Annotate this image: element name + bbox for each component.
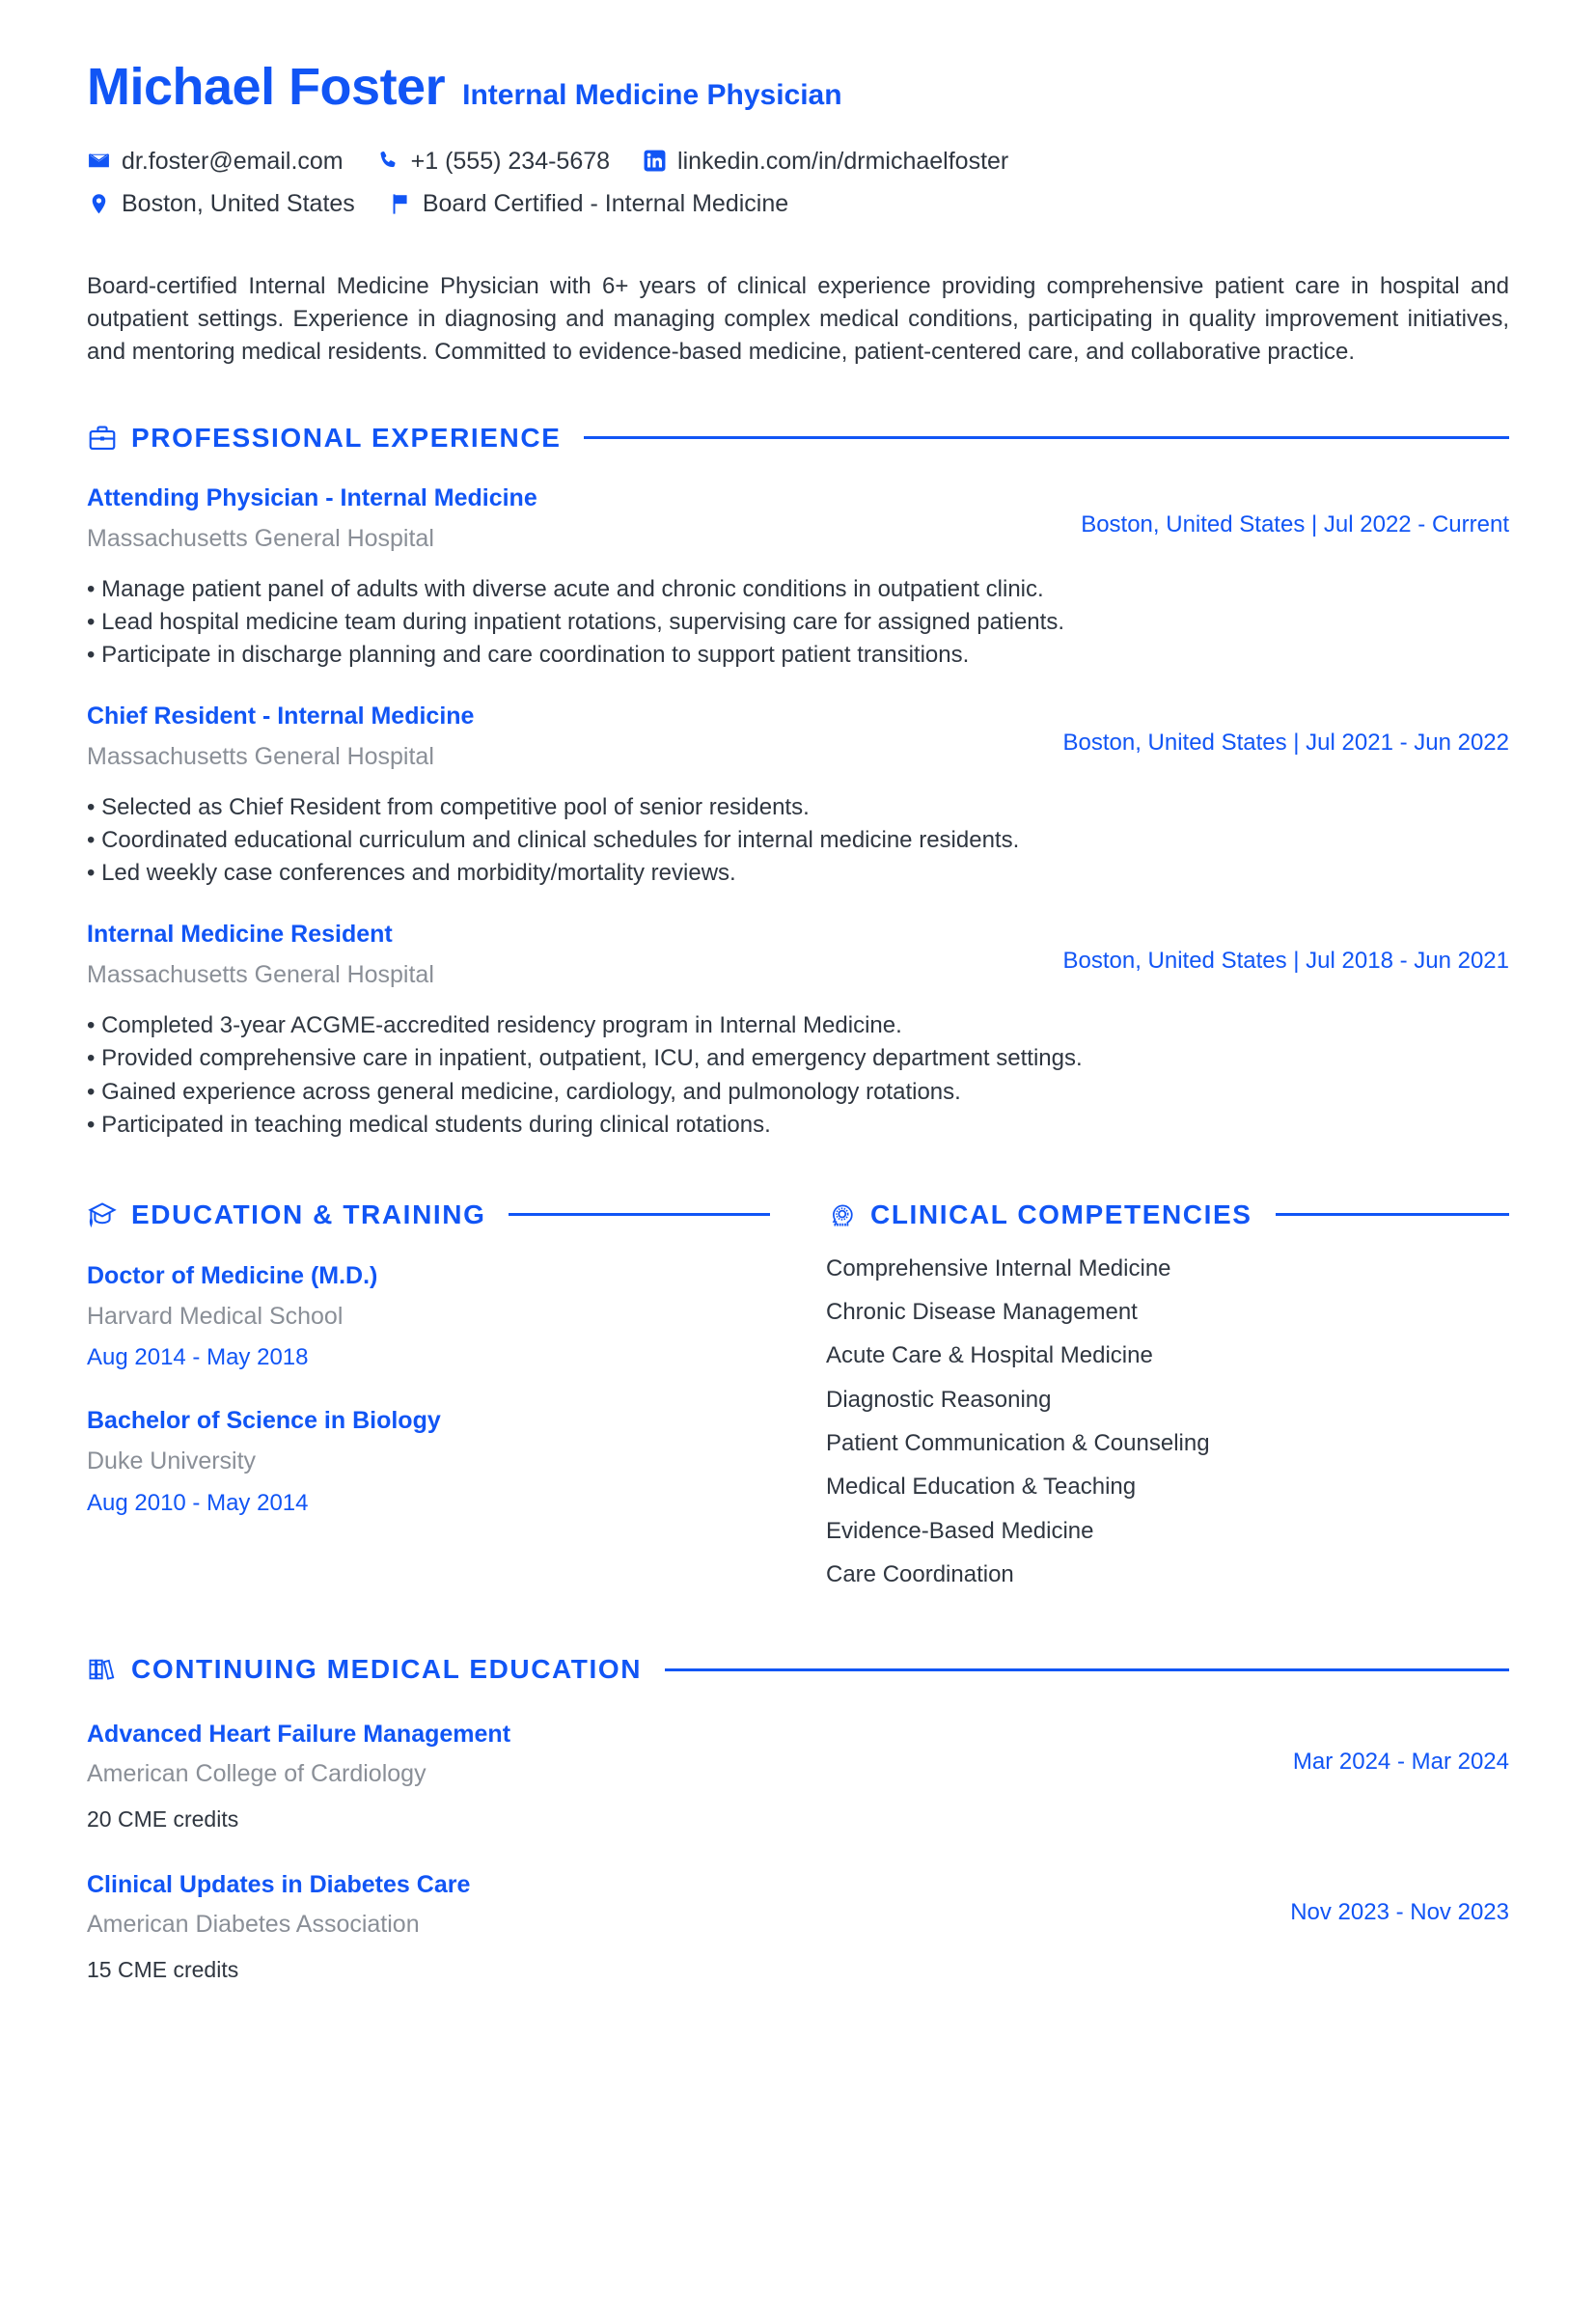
education-competencies-row xyxy=(87,1199,1509,1589)
experience-bullet: • Gained experience across general medicine, cardiology, and pulmonology rotations. xyxy=(87,1078,961,1105)
cme-entry xyxy=(87,1718,1509,1835)
email-icon xyxy=(87,149,111,173)
experience-location-dates: Boston, United States | Jul 2018 - Jun 2021 xyxy=(1062,948,1509,975)
section-continuing-medical-education xyxy=(87,1654,1509,1986)
section-professional-experience xyxy=(87,423,1509,1142)
education-entry xyxy=(87,1404,770,1521)
section-rule xyxy=(509,1213,770,1216)
experience-bullet: • Completed 3-year ACGME-accredited residency program in Internal Medicine. xyxy=(87,1012,902,1039)
contact-row-primary xyxy=(87,146,1509,178)
experience-bullet: • Selected as Chief Resident from competitive pool of senior residents. xyxy=(87,794,810,821)
experience-bullet: • Participate in discharge planning and care coordination to support patient transitions. xyxy=(87,642,970,669)
experience-entry xyxy=(87,919,1509,1141)
cme-credits: 15 CME credits xyxy=(87,1956,239,1982)
experience-bullets xyxy=(87,573,1509,672)
resume-header xyxy=(87,60,1509,115)
contact-linkedin-label: linkedin.com/in/drmichaelfoster xyxy=(677,147,1009,175)
flag-icon xyxy=(388,192,412,216)
books-icon xyxy=(87,1654,118,1685)
linkedin-icon xyxy=(643,149,667,173)
experience-entry xyxy=(87,701,1509,890)
education-school: Duke University xyxy=(87,1447,257,1475)
contact-certification-label: Board Certified - Internal Medicine xyxy=(422,190,789,218)
location-pin-icon xyxy=(87,192,111,216)
section-clinical-competencies xyxy=(826,1199,1509,1589)
experience-role: Attending Physician - Internal Medicine xyxy=(87,483,537,511)
cme-course-title: Clinical Updates in Diabetes Care xyxy=(87,1871,471,1899)
section-header-experience xyxy=(87,423,1509,454)
experience-bullets xyxy=(87,1009,1509,1141)
contact-email[interactable] xyxy=(87,146,344,178)
experience-bullet: • Provided comprehensive care in inpatient, outpatient, ICU, and emergency department settings. xyxy=(87,1045,1083,1072)
experience-bullet: • Led weekly case conferences and morbidity/mortality reviews. xyxy=(87,860,736,887)
section-education xyxy=(87,1199,770,1521)
contact-certification xyxy=(388,188,788,220)
head-gear-icon xyxy=(826,1199,857,1230)
section-rule xyxy=(584,436,1509,439)
section-title-education: EDUCATION & TRAINING xyxy=(131,1199,486,1229)
experience-organization: Massachusetts General Hospital xyxy=(87,742,434,770)
cme-dates: Nov 2023 - Nov 2023 xyxy=(1290,1899,1509,1926)
section-rule xyxy=(665,1668,1509,1671)
section-header-education xyxy=(87,1199,770,1230)
cme-dates: Mar 2024 - Mar 2024 xyxy=(1292,1749,1509,1776)
section-title-competencies: CLINICAL COMPETENCIES xyxy=(870,1199,1252,1229)
experience-bullet: • Coordinated educational curriculum and clinical schedules for internal medicine residents. xyxy=(87,827,1020,854)
competency-item: Medical Education & Teaching xyxy=(826,1474,1137,1501)
experience-bullets xyxy=(87,791,1509,890)
contact-phone[interactable] xyxy=(376,146,610,178)
experience-bullet: • Lead hospital medicine team during inpatient rotations, supervising care for assigned patients. xyxy=(87,609,1064,635)
contact-email-label: dr.foster@email.com xyxy=(122,147,344,175)
section-rule xyxy=(1276,1213,1509,1216)
education-degree: Bachelor of Science in Biology xyxy=(87,1407,441,1435)
section-title-experience: PROFESSIONAL EXPERIENCE xyxy=(131,422,562,453)
experience-bullet: • Participated in teaching medical students during clinical rotations. xyxy=(87,1111,771,1138)
contact-linkedin[interactable] xyxy=(643,146,1008,178)
section-header-competencies xyxy=(826,1199,1509,1230)
experience-bullet: • Manage patient panel of adults with diverse acute and chronic conditions in outpatient clinic. xyxy=(87,575,1044,602)
contact-location-label: Boston, United States xyxy=(122,190,355,218)
competency-item: Comprehensive Internal Medicine xyxy=(826,1254,1171,1282)
cme-provider: American College of Cardiology xyxy=(87,1760,427,1788)
page-title: Michael Foster xyxy=(87,58,446,116)
competency-item: Evidence-Based Medicine xyxy=(826,1517,1094,1544)
experience-role: Chief Resident - Internal Medicine xyxy=(87,703,475,730)
experience-organization: Massachusetts General Hospital xyxy=(87,961,434,989)
section-header-cme xyxy=(87,1654,1509,1685)
competencies-list xyxy=(826,1255,1509,1589)
competency-item: Care Coordination xyxy=(826,1560,1014,1587)
phone-icon xyxy=(376,149,400,173)
cme-course-title: Advanced Heart Failure Management xyxy=(87,1721,511,1749)
contact-row-secondary xyxy=(87,188,1509,220)
education-dates: Aug 2014 - May 2018 xyxy=(87,1344,309,1371)
briefcase-icon xyxy=(87,423,118,454)
experience-location-dates: Boston, United States | Jul 2021 - Jun 2022 xyxy=(1062,730,1509,757)
professional-summary: Board-certified Internal Medicine Physician with 6+ years of clinical experience providing comprehensive patient care in hospital and outpatient settings. Experience in diagnosing and managing complex medical conditions, participating in quality improvement initiatives, and mentoring medical residents. Committed to evidence-based medicine, patient-centered care, and collaborative practice. xyxy=(87,272,1509,365)
job-headline: Internal Medicine Physician xyxy=(462,79,842,111)
contact-location xyxy=(87,188,355,220)
cme-credits: 20 CME credits xyxy=(87,1805,239,1832)
education-dates: Aug 2010 - May 2014 xyxy=(87,1489,309,1516)
education-entry xyxy=(87,1259,770,1376)
experience-role: Internal Medicine Resident xyxy=(87,921,393,949)
experience-organization: Massachusetts General Hospital xyxy=(87,524,434,552)
competency-item: Chronic Disease Management xyxy=(826,1299,1138,1326)
education-school: Harvard Medical School xyxy=(87,1302,344,1330)
experience-location-dates: Boston, United States | Jul 2022 - Current xyxy=(1081,510,1509,537)
competency-item: Acute Care & Hospital Medicine xyxy=(826,1342,1153,1369)
contact-phone-label: +1 (555) 234-5678 xyxy=(410,147,611,175)
competency-item: Diagnostic Reasoning xyxy=(826,1386,1052,1413)
cme-provider: American Diabetes Association xyxy=(87,1911,420,1939)
section-title-cme: CONTINUING MEDICAL EDUCATION xyxy=(131,1654,643,1685)
graduation-cap-icon xyxy=(87,1199,118,1230)
competency-item: Patient Communication & Counseling xyxy=(826,1429,1210,1456)
education-degree: Doctor of Medicine (M.D.) xyxy=(87,1261,378,1289)
experience-entry xyxy=(87,482,1509,672)
cme-entry xyxy=(87,1868,1509,1986)
